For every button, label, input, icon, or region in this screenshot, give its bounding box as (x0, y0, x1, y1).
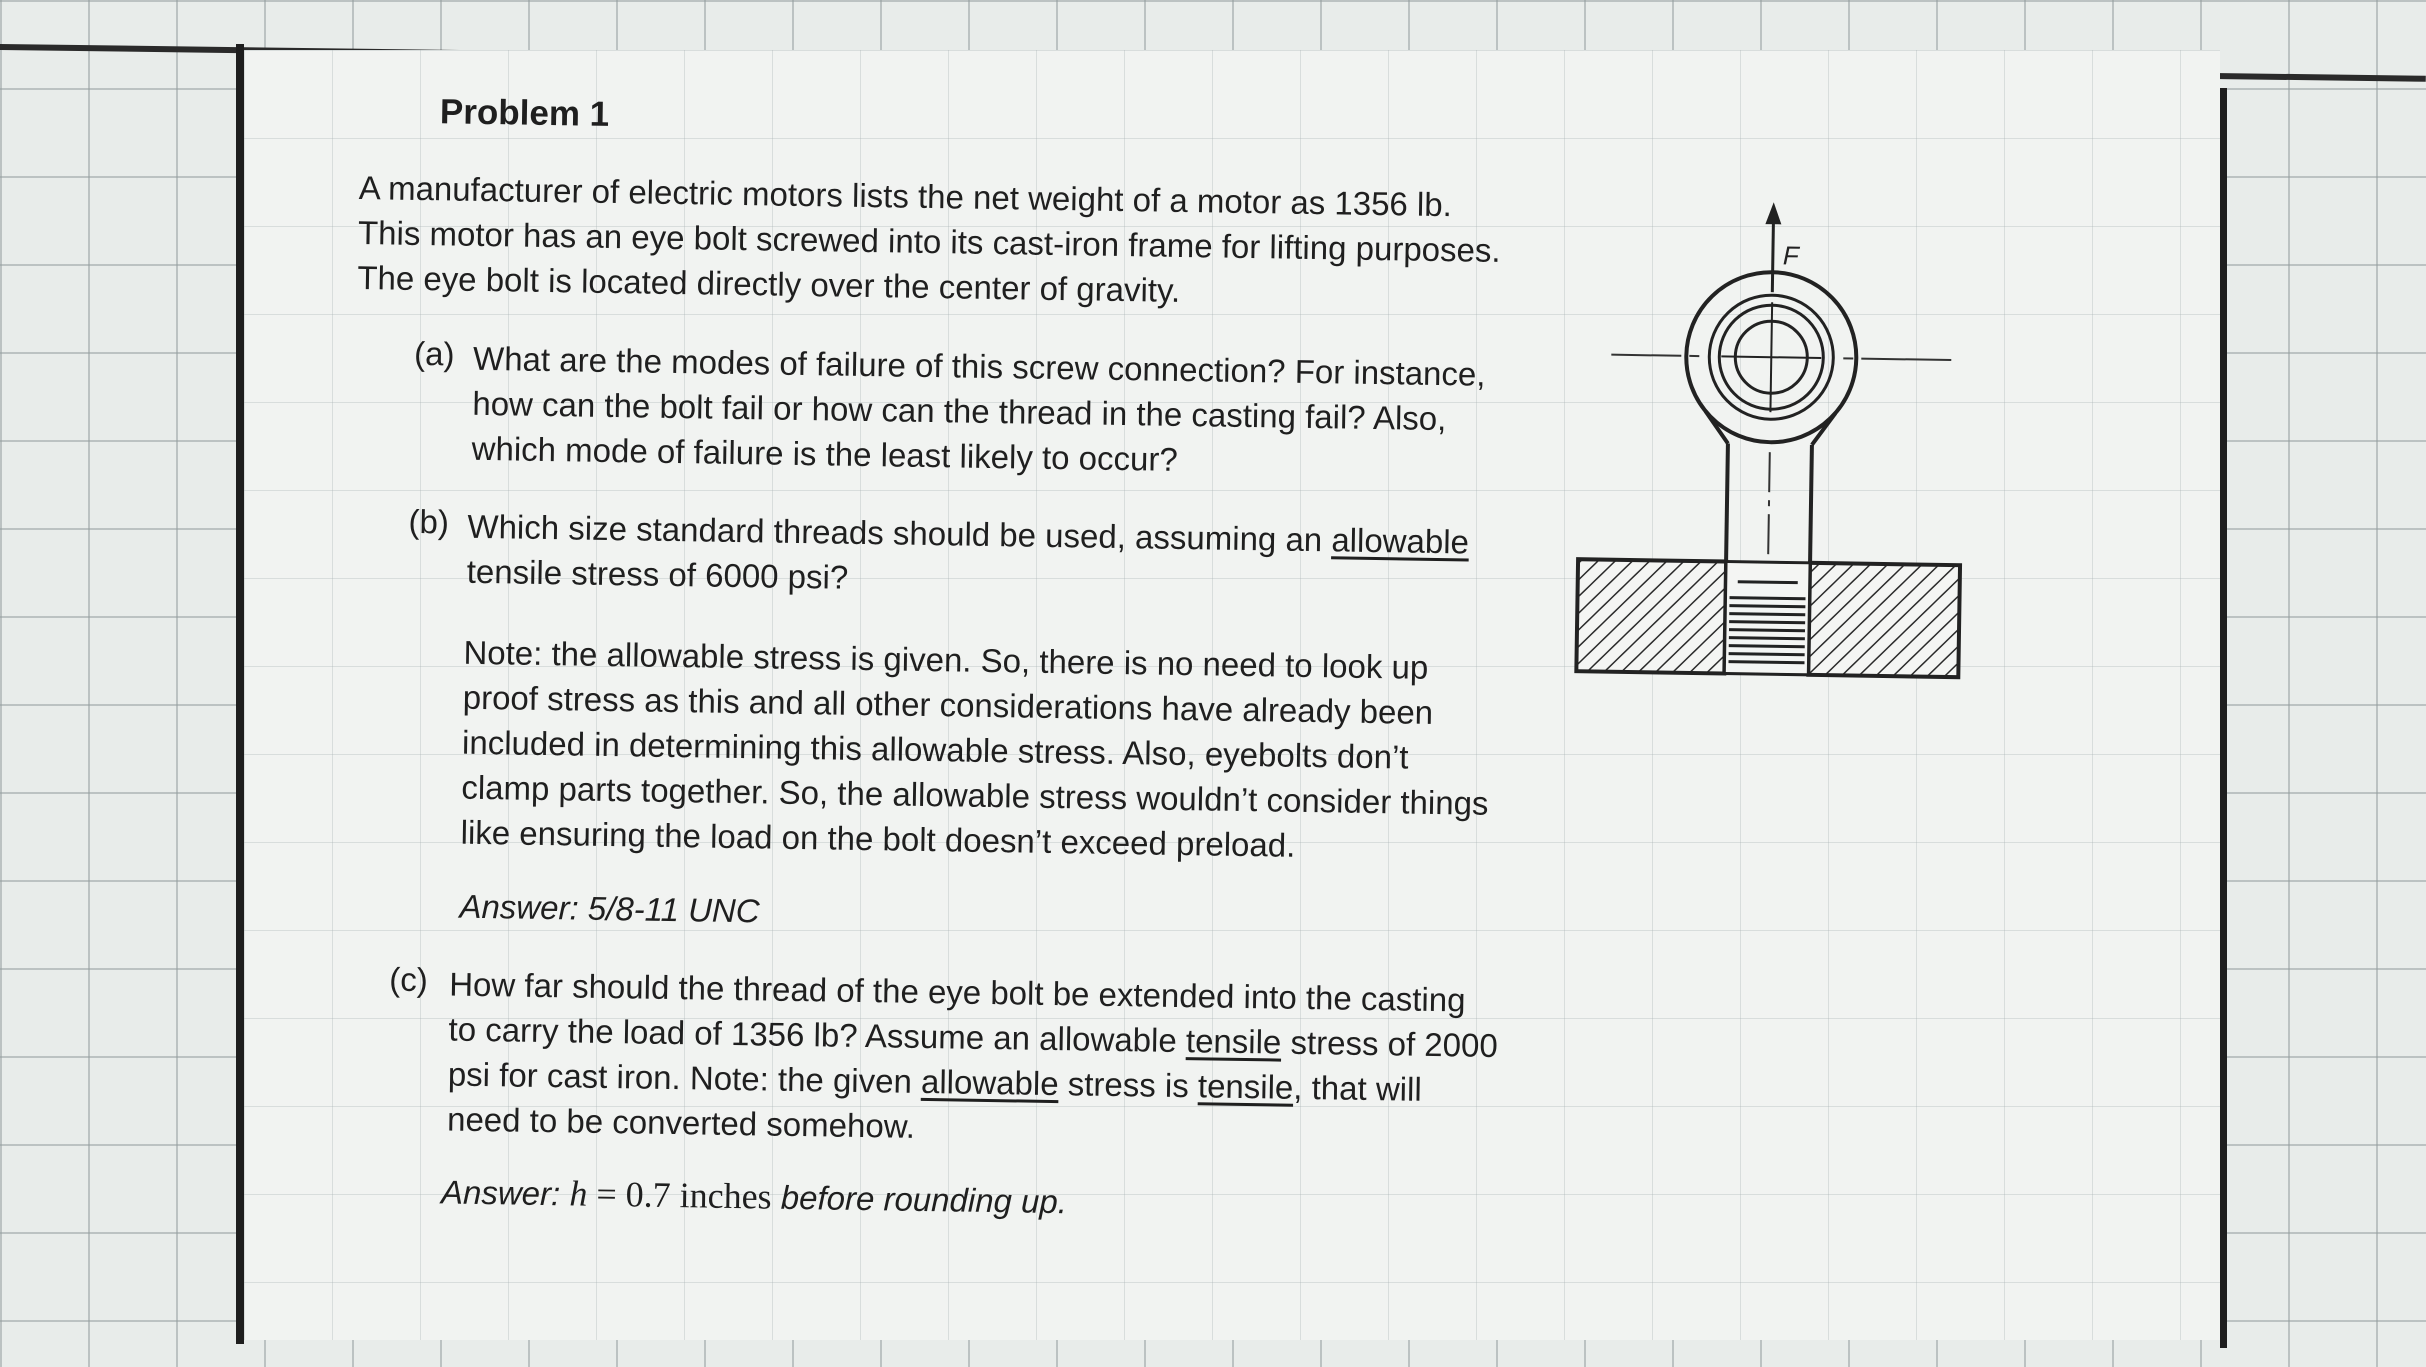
eye-bolt-figure (1566, 199, 1993, 686)
part-a-label: (a) (414, 335, 455, 374)
part-b-answer: Answer: 5/8-11 UNC (459, 884, 760, 934)
question-line: Which size standard threads should be used, assuming an allowable (467, 504, 1469, 565)
question-line: which mode of failure is the least likely to occur? (471, 426, 1484, 487)
note-line: included in determining this allowable stress. Also, eyebolts don’t (462, 720, 1490, 781)
part-c-question (447, 962, 1499, 1158)
force-label: F (1783, 240, 1801, 270)
question-line: psi for cast iron. Note: the given allowable stress is tensile, that will (448, 1052, 1498, 1113)
part-b-note (460, 630, 1491, 871)
part-b-label: (b) (408, 503, 449, 542)
question-line: How far should the thread of the eye bolt be extended into the casting (449, 962, 1499, 1023)
threaded-region (1724, 562, 1810, 675)
casting-section-left (1576, 559, 1726, 673)
force-arrow-head (1765, 202, 1781, 224)
problem-intro (357, 165, 1502, 318)
casting-section-right (1808, 563, 1960, 677)
problem-title: Problem 1 (440, 89, 610, 137)
underlined-word: tensile (1198, 1067, 1294, 1105)
question-line: tensile stress of 6000 psi? (466, 549, 1468, 610)
note-line: like ensuring the load on the bolt doesn’t exceed preload. (460, 810, 1488, 871)
part-c-label: (c) (389, 961, 428, 1000)
bolt-shank-edge (1726, 444, 1728, 562)
horizontal-center-line (1611, 355, 1681, 356)
note-line: clamp parts together. So, the allowable stress wouldn’t consider things (461, 765, 1489, 826)
intro-line: The eye bolt is located directly over the center of gravity. (357, 255, 1500, 318)
intro-line: This motor has an eye bolt screwed into its cast-iron frame for lifting purposes. (358, 210, 1501, 273)
intro-line: A manufacturer of electric motors lists the net weight of a motor as 1356 lb. (358, 165, 1501, 228)
underlined-word: allowable (921, 1063, 1059, 1102)
note-line: proof stress as this and all other considerations have already been (462, 675, 1490, 736)
question-line: need to be converted somehow. (447, 1096, 1497, 1157)
math-variable-h: h (569, 1173, 588, 1213)
note-line: Note: the allowable stress is given. So, there is no need to look up (463, 630, 1491, 691)
part-a-question (471, 336, 1485, 487)
question-line: how can the bolt fail or how can the thread in the casting fail? Also, (472, 381, 1485, 442)
question-line: to carry the load of 1356 lb? Assume an allowable tensile stress of 2000 (448, 1007, 1498, 1068)
horizontal-center-line (1861, 359, 1951, 360)
underlined-word: tensile (1186, 1022, 1282, 1060)
math-value: = 0.7 inches (587, 1174, 772, 1217)
eye-center-line (1770, 302, 1772, 412)
part-b-question (466, 504, 1469, 610)
question-line: What are the modes of failure of this screw connection? For instance, (473, 336, 1486, 397)
bolt-shank-edge (1810, 445, 1812, 563)
part-c-answer: Answer: h = 0.7 inches before rounding up. (441, 1169, 1068, 1224)
underlined-word: allowable (1331, 521, 1469, 560)
